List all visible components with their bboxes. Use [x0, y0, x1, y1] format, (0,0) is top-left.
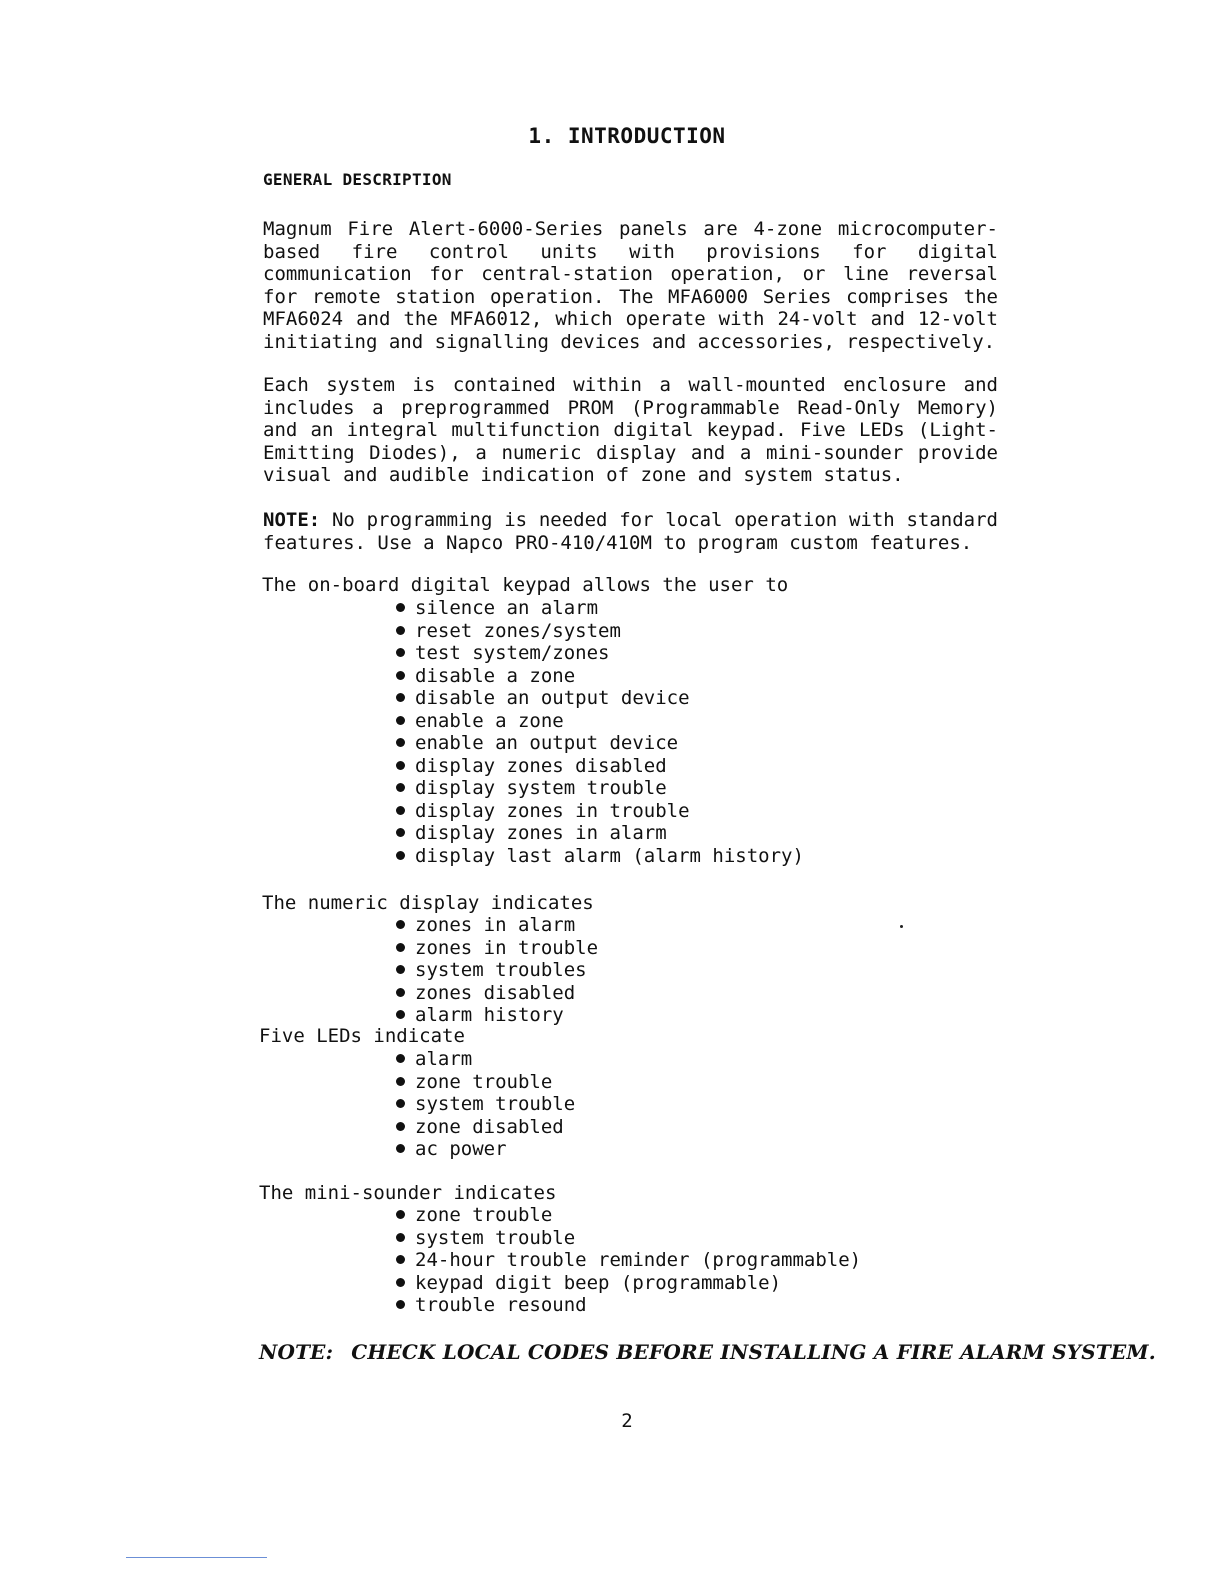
list-item-text: zone trouble [415, 1204, 553, 1226]
numeric-display-intro: The numeric display indicates [262, 892, 594, 914]
note-label: NOTE: [263, 509, 321, 531]
list-item [396, 845, 804, 868]
bullet-icon [396, 1122, 405, 1131]
list-item-text: zones disabled [415, 981, 576, 1004]
note-text: No programming is needed for local operation with standard features. Use a Napco PRO-410/410M to program custom features. [263, 509, 998, 554]
list-item-text: disable an output device [415, 687, 690, 709]
paragraph-text: Magnum Fire Alert-6000-Series panels are 4-zone microcomputer-based fire control units with provisions for digital communication for central-station operation, or line reversal for remote station operation. The MFA6000 Series comprises the MFA6024 and the MFA6012, which operate with 24-volt and 12-volt initiating and signalling devices and accessories, respectively. [263, 218, 998, 353]
list-item [396, 1048, 575, 1071]
scan-speck [900, 925, 903, 928]
list-item-text: zones in alarm [415, 914, 576, 936]
bullet-icon [396, 783, 405, 792]
bullet-icon [396, 828, 405, 837]
list-item [396, 1249, 861, 1272]
bullet-icon [396, 1010, 405, 1019]
leds-list [396, 1048, 575, 1161]
bullet-icon [396, 603, 405, 612]
bullet-icon [396, 1054, 405, 1063]
list-item [396, 710, 804, 733]
list-item [396, 620, 804, 643]
paragraph-text: Each system is contained within a wall-mounted enclosure and includes a preprogrammed PROM (Programmable Read-Only Memory) and an integral multifunction digital keypad. Five LEDs (Light-Emitting Diodes), a numeric display and a mini-sounder provide visual and audible indication of zone and system status. [263, 374, 998, 486]
list-item [396, 1093, 575, 1116]
list-item [396, 1204, 861, 1227]
bullet-icon [396, 965, 405, 974]
list-item-text: system trouble [415, 1226, 576, 1249]
list-item [396, 822, 804, 845]
list-item [396, 1004, 598, 1027]
list-item-text: zones in trouble [415, 936, 599, 959]
numeric-display-list [396, 914, 598, 1027]
list-item-text: reset zones/system [415, 619, 621, 642]
bullet-icon [396, 1099, 405, 1108]
keypad-function-list [396, 597, 804, 867]
paragraph-general-description [263, 218, 998, 353]
list-item [396, 1272, 861, 1295]
bullet-icon [396, 671, 405, 680]
list-item-text: system troubles [415, 959, 587, 981]
page-number: 2 [621, 1410, 633, 1432]
list-item-text: zone trouble [415, 1070, 553, 1093]
list-item-text: silence an alarm [415, 597, 599, 619]
keypad-intro: The on-board digital keypad allows the user to [262, 574, 789, 596]
bullet-icon [396, 1210, 405, 1219]
list-item [396, 1116, 575, 1139]
list-item [396, 1071, 575, 1094]
note-body [263, 509, 998, 554]
final-warning-note [259, 1340, 1156, 1364]
list-item [396, 914, 598, 937]
bullet-icon [396, 648, 405, 657]
bullet-icon [396, 1255, 405, 1264]
bullet-icon [396, 1077, 405, 1086]
list-item-text: display zones disabled [415, 754, 667, 777]
list-item-text: enable a zone [415, 709, 564, 732]
bullet-icon [396, 943, 405, 952]
list-item [396, 1138, 575, 1161]
mini-sounder-list [396, 1204, 861, 1317]
list-item-text: disable a zone [415, 664, 576, 687]
list-item-text: display zones in trouble [415, 799, 690, 822]
list-item [396, 665, 804, 688]
list-item-text: 24-hour trouble reminder (programmable) [415, 1249, 862, 1271]
list-item-text: test system/zones [415, 642, 610, 664]
list-item-text: ac power [415, 1138, 507, 1160]
list-item [396, 642, 804, 665]
list-item-text: alarm history [415, 1004, 564, 1026]
list-item-text: display last alarm (alarm history) [415, 844, 804, 867]
bullet-icon [396, 1300, 405, 1309]
bullet-icon [396, 738, 405, 747]
list-item-text: alarm [415, 1048, 473, 1070]
list-item [396, 982, 598, 1005]
bullet-icon [396, 761, 405, 770]
footer-rule [126, 1557, 267, 1558]
list-item-text: system trouble [415, 1093, 576, 1115]
list-item [396, 777, 804, 800]
bullet-icon [396, 693, 405, 702]
page-title: 1. INTRODUCTION [528, 124, 726, 148]
section-heading: GENERAL DESCRIPTION [263, 170, 452, 189]
list-item [396, 687, 804, 710]
bullet-icon [396, 851, 405, 860]
paragraph-system-enclosure [263, 374, 998, 487]
bullet-icon [396, 1278, 405, 1287]
list-item [396, 755, 804, 778]
bullet-icon [396, 716, 405, 725]
list-item [396, 800, 804, 823]
list-item-text: display zones in alarm [415, 822, 667, 844]
list-item [396, 1294, 861, 1317]
bullet-icon [396, 920, 405, 929]
bullet-icon [396, 988, 405, 997]
final-note-text: CHECK LOCAL CODES BEFORE INSTALLING A FIRE ALARM SYSTEM. [351, 1340, 1156, 1364]
bullet-icon [396, 806, 405, 815]
list-item [396, 597, 804, 620]
bullet-icon [396, 1144, 405, 1153]
bullet-icon [396, 626, 405, 635]
bullet-icon [396, 1233, 405, 1242]
list-item [396, 959, 598, 982]
list-item [396, 732, 804, 755]
list-item [396, 1227, 861, 1250]
list-item-text: trouble resound [415, 1294, 587, 1316]
final-note-label: NOTE: [259, 1340, 334, 1364]
list-item-text: enable an output device [415, 732, 679, 754]
list-item-text: keypad digit beep (programmable) [415, 1271, 782, 1294]
list-item-text: zone disabled [415, 1115, 564, 1138]
list-item [396, 937, 598, 960]
list-item-text: display system trouble [415, 777, 667, 799]
leds-intro: Five LEDs indicate [259, 1025, 465, 1047]
mini-sounder-intro: The mini-sounder indicates [259, 1182, 557, 1204]
note-programming [263, 509, 998, 554]
